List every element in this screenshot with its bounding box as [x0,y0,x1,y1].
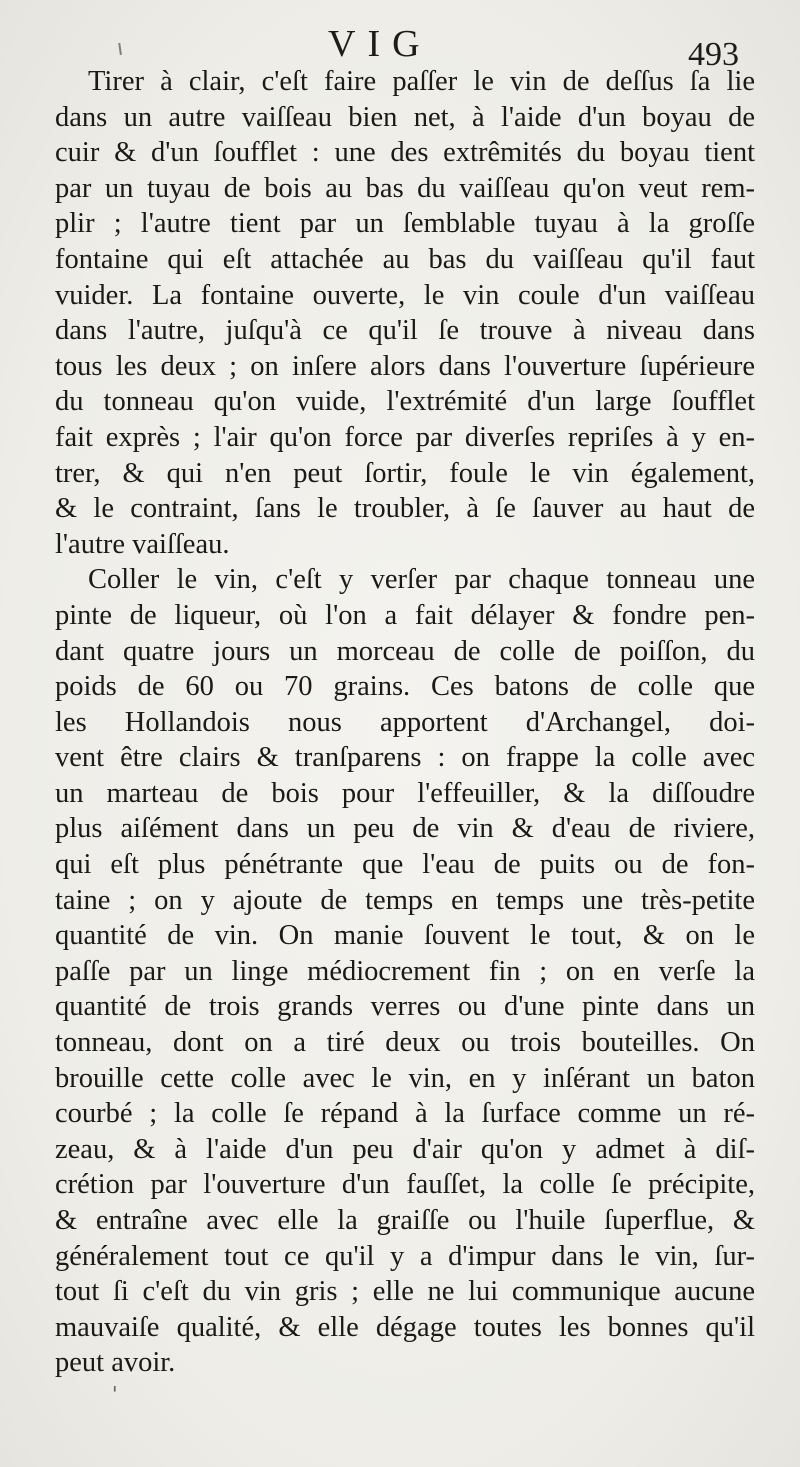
body-text [55,64,755,1381]
text-line: quantité de vin. On manie ſouvent le tout, & on le [55,920,755,952]
text-line: l'autre vaiſſeau. [55,528,230,560]
text-line: plus aiſément dans un peu de vin & d'eau de riviere, [55,813,755,845]
text-line: les Hollandois nous apportent d'Archangel, doi- [55,706,755,738]
text-line: cuir & d'un ſoufflet : une des extrêmités du boyau tient [55,137,755,169]
text-line: paſſe par un linge médiocrement fin ; on en verſe la [55,955,755,987]
text-line: dant quatre jours un morceau de colle de poiſſon, du [55,635,755,667]
ink-mark: ' [112,1382,118,1406]
text-line: pinte de liqueur, où l'on a fait délayer & fondre pen- [55,599,755,631]
text-line: tonneau, dont on a tiré deux ou trois bouteilles. On [55,1027,755,1059]
text-line: trer, & qui n'en peut ſortir, foule le vin également, [55,457,755,489]
text-line: mauvaiſe qualité, & elle dégage toutes les bonnes qu'il [55,1311,755,1343]
text-line: poids de 60 ou 70 grains. Ces batons de colle que [55,671,755,703]
text-line: du tonneau qu'on vuide, l'extrémité d'un large ſoufflet [55,386,755,418]
text-line: par un tuyau de bois au bas du vaiſſeau qu'on veut rem- [55,172,755,204]
text-line: crétion par l'ouverture d'un fauſſet, la colle ſe précipite, [55,1169,755,1201]
text-line: Tirer à clair, c'eſt faire paſſer le vin de deſſus ſa lie [88,66,755,97]
text-line: taine ; on y ajoute de temps en temps une très-petite [55,884,755,916]
text-line: généralement tout ce qu'il y a d'impur dans le vin, ſur- [55,1240,755,1272]
text-line: qui eſt plus pénétrante que l'eau de puits ou de fon- [55,849,755,881]
running-head: VIG [328,23,432,65]
text-line: dans un autre vaiſſeau bien net, à l'aide d'un boyau de [55,101,755,133]
text-line: & entraîne avec elle la graiſſe ou l'huile ſuperflue, & [55,1205,755,1236]
text-line: un marteau de bois pour l'effeuiller, & la diſſoudre [55,777,755,809]
page-number: 493 [688,36,739,73]
paragraph-tirer-a-clair [55,64,755,562]
text-line: dans l'autre, juſqu'à ce qu'il ſe trouve à niveau dans [55,315,755,347]
text-line: tout ſi c'eſt du vin gris ; elle ne lui communique aucune [55,1276,755,1308]
text-line: brouille cette colle avec le vin, en y inſérant un baton [55,1062,755,1094]
text-line: zeau, & à l'aide d'un peu d'air qu'on y admet à diſ- [55,1133,755,1165]
text-line: fait exprès ; l'air qu'on force par diverſes repriſes à y en- [55,421,755,453]
text-line: vuider. La fontaine ouverte, le vin coule d'un vaiſſeau [55,279,755,311]
text-line: plir ; l'autre tient par un ſemblable tuyau à la groſſe [55,208,755,240]
text-line: vent être clairs & tranſparens : on frappe la colle avec [55,742,755,774]
paragraph-coller-le-vin [55,562,755,1381]
text-line: fontaine qui eſt attachée au bas du vaiſſeau qu'il faut [55,243,755,275]
text-line: & le contraint, ſans le troubler, à ſe ſauver au haut de [55,493,755,525]
text-line: Coller le vin, c'eſt y verſer par chaque tonneau une [88,564,755,596]
text-line: tous les deux ; on inſere alors dans l'ouverture ſupérieure [55,350,755,382]
ink-mark: ı [115,35,125,62]
text-line: quantité de trois grands verres ou d'une pinte dans un [55,991,755,1023]
text-line: courbé ; la colle ſe répand à la ſurface comme un ré- [55,1098,755,1130]
text-line: peut avoir. [55,1347,176,1379]
